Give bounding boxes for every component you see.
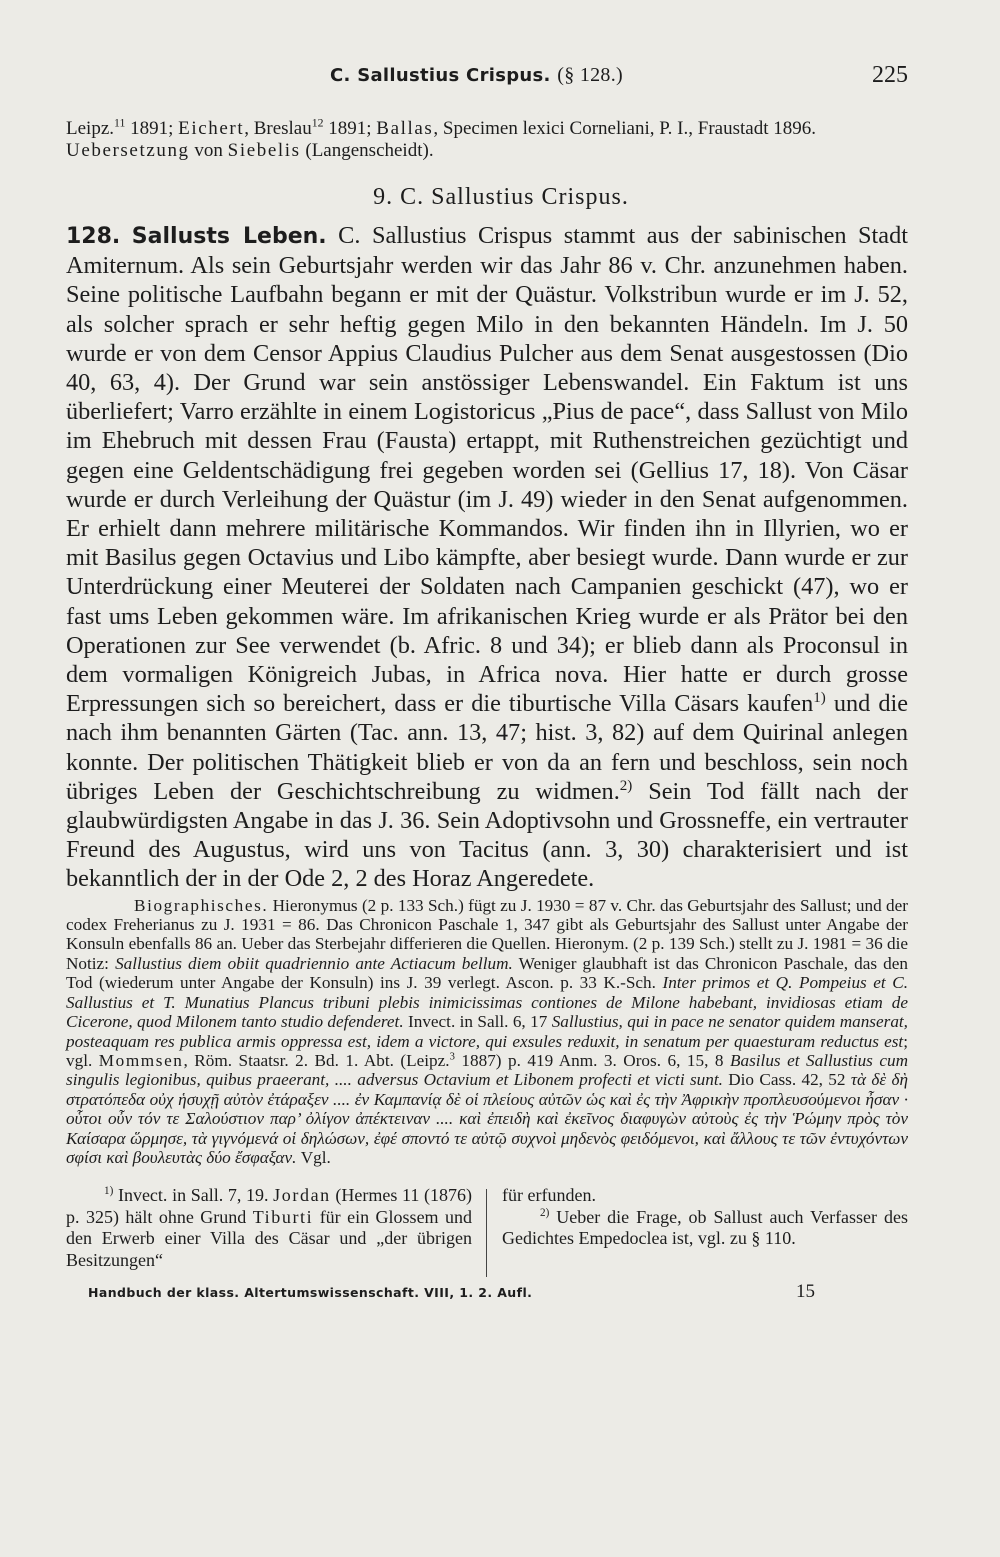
bibliography-block [66, 118, 908, 162]
footnote-text: für ein Glossem und den Erwerb einer Villa des Cäsar und „der übrigen Besitzungen“ [66, 1206, 472, 1270]
footnote-column-left [66, 1185, 472, 1271]
notes-author: Mommsen [98, 1050, 184, 1070]
bib-text: , Specimen lexici Corneliani, P. I., Fraustadt 1896. [433, 118, 816, 139]
footnote-word: Tiburti [252, 1206, 314, 1227]
notes-quote: Inter primos et Q. Pompeius et C. Sallustius et T. Munatius Plancus tribuni plebis inimicissimas contiones de Milone habebant, invidiosas etiam de Cicerone, quod Milonem tanto studio defenderet. [66, 973, 908, 1032]
bib-text: von [189, 140, 228, 161]
bib-author: Ballas [376, 118, 434, 139]
footnote-1 [66, 1185, 472, 1271]
footnote-ref-2[interactable]: 2) [619, 777, 633, 794]
footnotes [66, 1185, 908, 1281]
footnote-divider [486, 1189, 487, 1277]
signature-mark: 15 [796, 1281, 815, 1303]
footnote-1-continued: für erfunden. [502, 1185, 596, 1206]
bibliography-line-1 [66, 118, 908, 140]
running-head [66, 60, 908, 100]
bib-text: (Langenscheidt). [300, 140, 434, 161]
notes-quote: Basilus et Sallustius cum singulis legionibus, quibus praeerant, .... adversus Octavium et Libonem profecti et victi sunt. [66, 1050, 908, 1090]
bib-author: Eichert [178, 118, 245, 139]
document-page [66, 60, 908, 1311]
footnote-text: Invect. in Sall. 7, 19. [113, 1185, 274, 1206]
section-title: Sallusts Leben. [131, 224, 327, 249]
notes-heading: Biographisches. [134, 895, 269, 915]
bib-sup: 11 [114, 116, 126, 130]
section-body [66, 221, 908, 894]
running-head-title [330, 64, 623, 87]
bib-text: , Breslau [244, 118, 312, 139]
notes-greek-quote: τὰ δὲ δὴ στρατόπεδα οὐχ ἡσυχῇ αὐτὸν ἐτάραξεν .... ἐν Καμπανίᾳ δὲ οἱ πλείους αὐτῶν ὡς καὶ ἐς τὴν Ἀφρικὴν προπλευσούμενοι ἦσαν · οὗτοι οὖν τόν τε Σαλούστιον παρ’ ὀλίγον ἀπέκτειναν .... καὶ ἐπειδὴ καὶ ἐκεῖνος διαφυγὼν αὐτοὺς ἐς τὴν Ῥώμην πρὸς τὸν Καίσαρα ὥρμησε, τὰ γιγνόμενά οἱ δηλώσων, ἐφέ σποντό τε αὐτῷ συχνοὶ μηδενὸς φειδόμενοι, καὶ ἄλλους τε τῶν ἐντυχόντων σφίσι καὶ βουλευτὰς δύο ἔσφαξαν. [66, 1070, 908, 1167]
section-text: C. Sallustius Crispus stammt aus der sabinischen Stadt Amiternum. Als sein Geburtsjahr werden wir das Jahr 86 v. Chr. anzunehmen haben. Seine politische Laufbahn begann er mit der Quästur. Volkstribun wurde er im J. 52, als solcher sprach er sehr heftig gegen Milo in den bekannten Händeln. Im J. 50 wurde er von dem Censor Appius Claudius Pulcher aus dem Senat ausgestossen (Dio 40, 63, 4). Der Grund war sein anstössiger Lebenswandel. Ein Faktum ist uns überliefert; Varro erzählte in einem Logistoricus „Pius de pace“, dass Sallust von Milo im Ehebruch mit dessen Frau (Fausta) ertappt, mit Ruthenstreichen gezüchtigt und gegen eine Geldentschädigung frei gegeben worden sei (Gellius 17, 18). Von Cäsar wurde er durch Verleihung der Quästur (im J. 49) wieder in den Senat aufgenommen. Er erhielt dann mehrere militärische Kommandos. Wir finden ihn in Illyrien, wo er mit Basilus gegen Octavius und Libo kämpfte, aber besiegt wurde. Dann wurde er zur Unterdrückung einer Meuterei der Soldaten nach Campanien geschickt (47), wo er fast ums Leben gekommen wäre. Im afrikanischen Krieg wurde er als Prätor bei den Operationen zur See verwendet (b. Afric. 8 und 34); er blieb dann als Proconsul in dem vormaligen Königreich Jubas, in Africa nova. Hier hatte er durch grosse Erpressungen sich so bereichert, dass er die tiburtische Villa Cäsars kaufen [66, 222, 908, 718]
notes-text: Hieronymus (2 p. 133 Sch.) fügt zu J. 1930 = 87 v. Chr. das Geburtsjahr des Sallust; und der codex Freherianus zu J. 1931 = 86. Das Chronicon Paschale 1, 347 gibt als Geburtsjahr des Sallust unter Angabe der Konsuln ebenfalls 86 an. Ueber das Sterbejahr differieren die Quellen. Hieronym. (2 p. 139 Sch.) stellt zu J. 1981 = 36 die Notiz: [66, 895, 908, 973]
bib-sup: 12 [311, 116, 324, 130]
bib-label: Uebersetzung [66, 140, 190, 161]
footnote-text: Ueber die Frage, ob Sallust auch Verfasser des Gedichtes Empedoclea ist, vgl. zu § 110. [502, 1206, 908, 1249]
footnote-ref-1[interactable]: 1) [813, 690, 826, 707]
notes-quote: Sallustius, qui in pace ne senator quidem manserat, posteaquam res publica armis oppressa est, idem a victore, qui exsules reduxit, in senatum per quaesturam reductus est [66, 1012, 908, 1051]
notes-text: , Röm. Staatsr. 2. Bd. 1. Abt. (Leipz. [183, 1050, 450, 1070]
bib-text: Leipz. [66, 118, 115, 139]
notes-quote: Sallustius diem obiit quadriennio ante Actiacum bellum. [115, 953, 513, 973]
footnote-mark-1: 1) [104, 1185, 114, 1198]
footnote-author: Jordan [273, 1185, 331, 1206]
footnote-column-right [502, 1185, 908, 1250]
section-text-3: Sein Tod fällt nach der glaubwürdigsten Angabe in das J. 36. Sein Adoptivsohn und Grossneffe, ein vertrauter Freund des Augustus, wird uns von Tacitus (ann. 3, 30) charakterisiert und ist bekanntlich der in der Ode 2, 2 des Horaz Angeredete. [66, 777, 908, 893]
page-number: 225 [872, 62, 908, 88]
page-footer [66, 1281, 908, 1311]
bib-author: Siebelis [227, 140, 301, 161]
footnote-text: (Hermes 11 (1876) p. 325) hält ohne Grund [66, 1185, 473, 1227]
section-number: 128. [66, 224, 121, 249]
notes-text: Dio Cass. 42, 52 [722, 1070, 851, 1090]
notes-text: Vgl. [296, 1147, 331, 1167]
bibliography-line-2 [66, 140, 908, 162]
notes-text: ; vgl. [66, 1031, 908, 1070]
notes-block [66, 896, 908, 1168]
section-text-2: und die nach ihm benannten Gärten (Tac. ann. 13, 47; hist. 3, 82) auf dem Quirinal anlegen konnte. Der politischen Thätigkeit blieb er von da an fern und beschloss, sein noch übriges Leben der Geschichtschreibung zu widmen. [66, 690, 908, 805]
footnote-2 [502, 1207, 908, 1250]
bib-text: 1891; [323, 118, 377, 139]
chapter-heading: 9. C. Sallustius Crispus. [373, 184, 629, 210]
header-section: (§ 128.) [557, 64, 623, 86]
footer-imprint: Handbuch der klass. Altertumswissenschaft. VIII, 1. 2. Aufl. [88, 1285, 533, 1301]
bib-text: 1891; [125, 118, 179, 139]
notes-text: Weniger glaubhaft ist das Chronicon Paschale, das den Tod (wiederum unter Angabe der Konsuln) ins J. 39 verlegt. Ascon. p. 33 K.-Sch. [66, 953, 908, 993]
footnote-mark-2: 2) [540, 1206, 550, 1219]
notes-text: Invect. in Sall. 6, 17 [403, 1012, 552, 1032]
notes-text: 1887) p. 419 Anm. 3. Oros. 6, 15, 8 [454, 1050, 730, 1070]
header-title: C. Sallustius Crispus. [330, 65, 551, 86]
notes-sup: 3 [449, 1051, 455, 1063]
